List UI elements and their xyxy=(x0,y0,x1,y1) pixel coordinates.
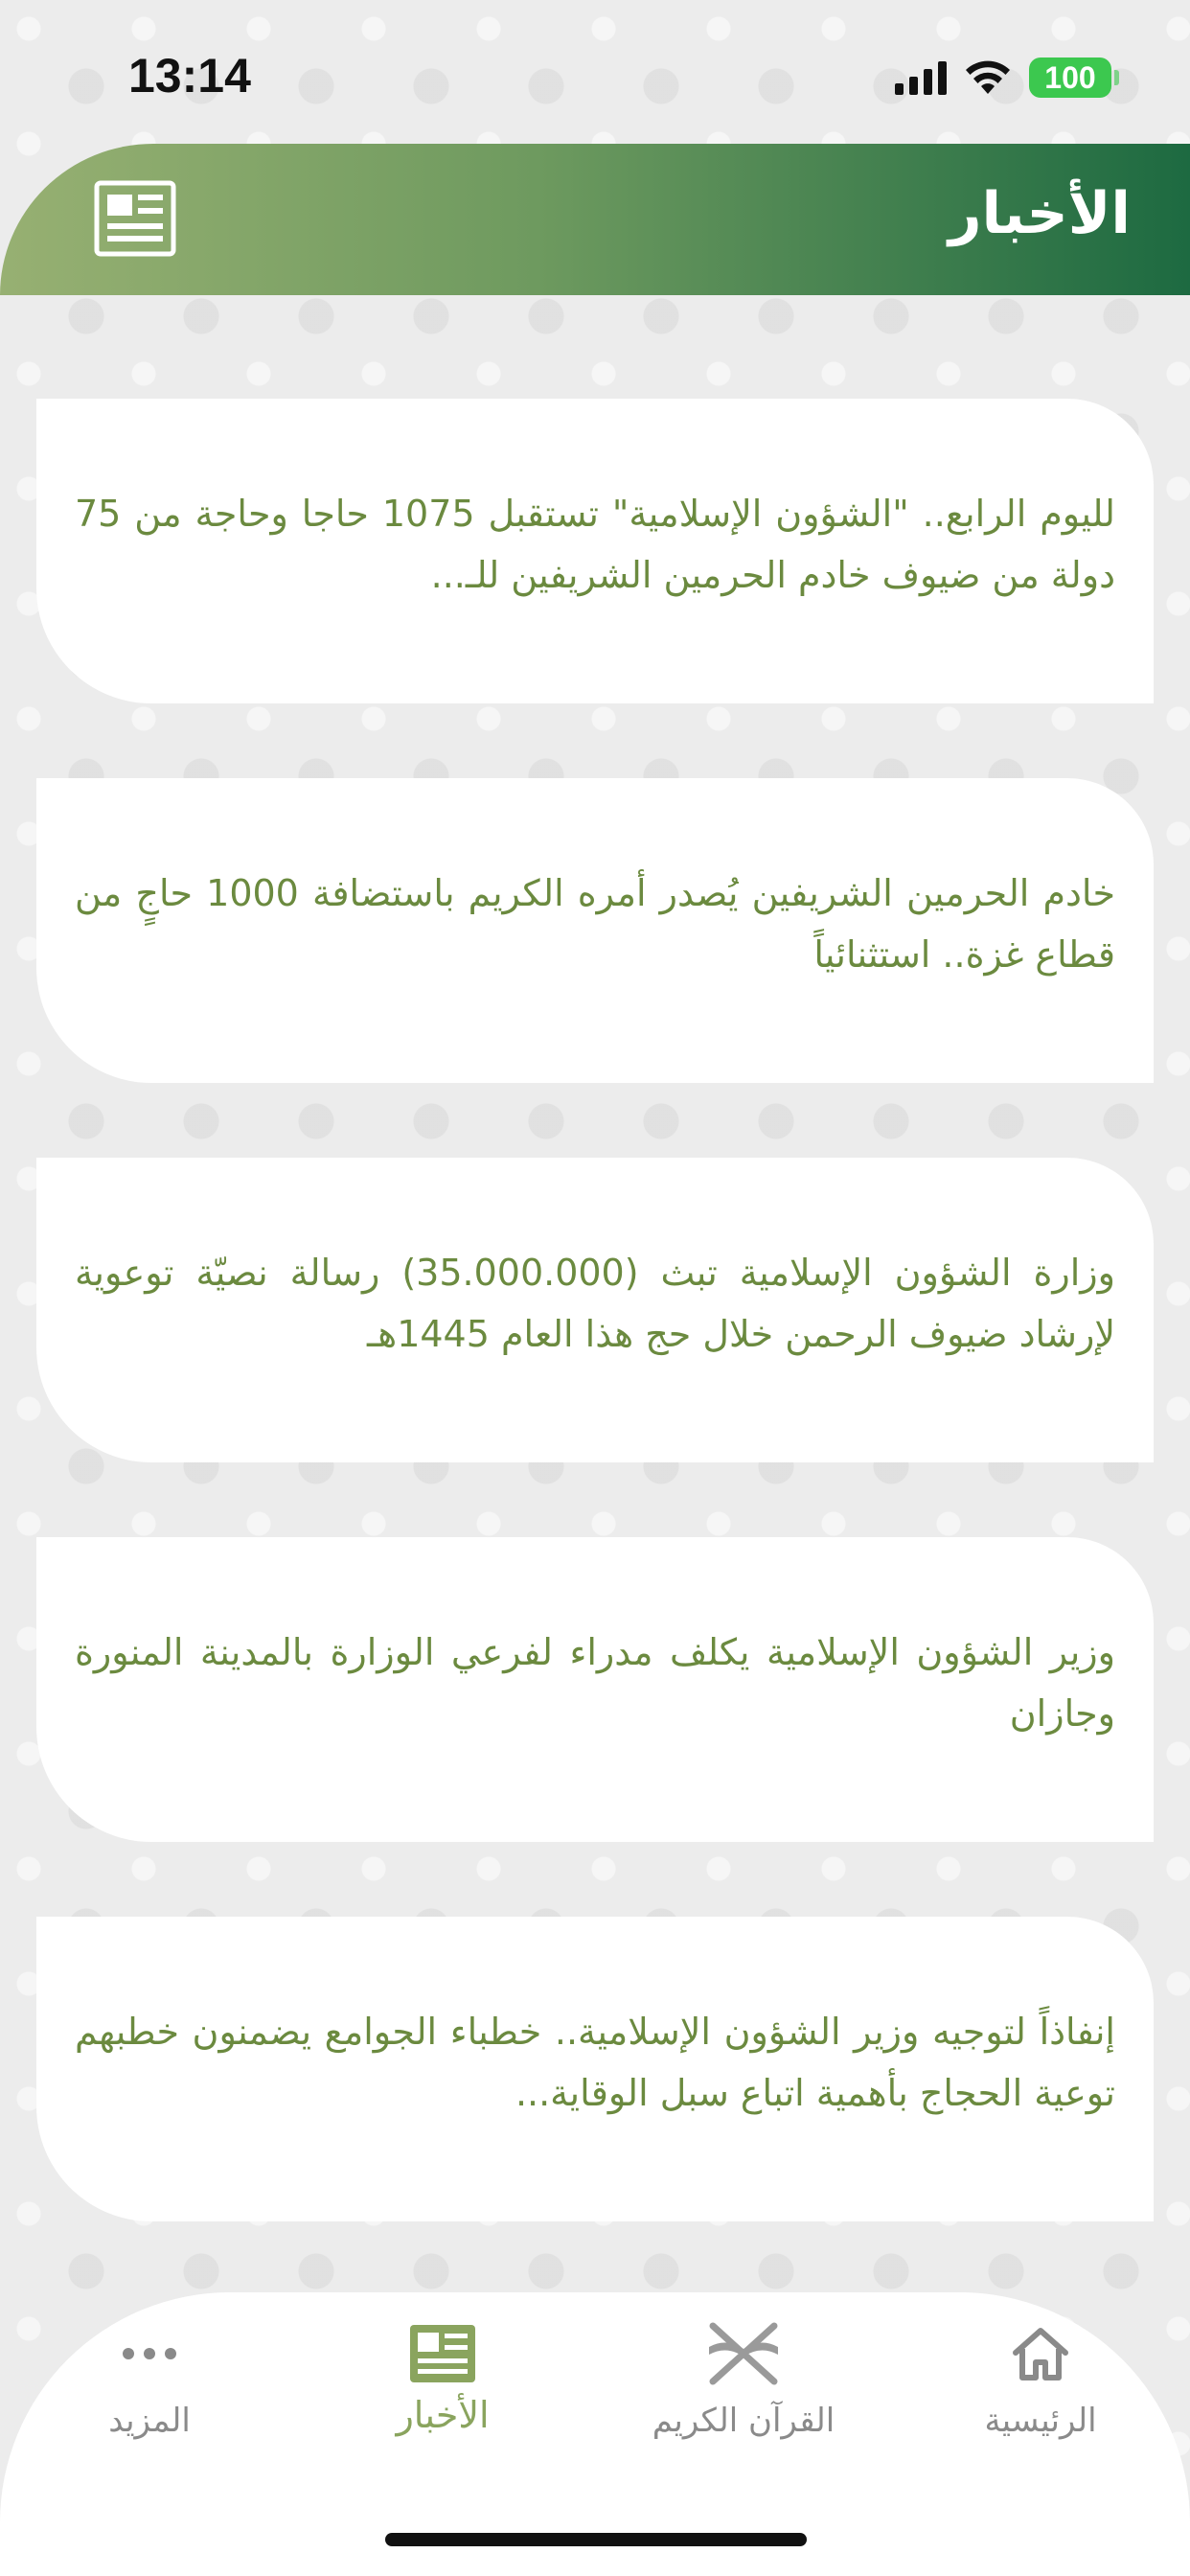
cellular-signal-icon xyxy=(895,60,947,95)
news-card[interactable] xyxy=(36,1917,1154,2221)
battery-indicator: 100 xyxy=(1029,58,1111,98)
quran-stand-icon xyxy=(703,2320,784,2387)
more-dots-icon xyxy=(121,2346,178,2361)
status-icons xyxy=(895,58,1111,98)
tab-more-label: المزيد xyxy=(108,2402,191,2440)
news-card[interactable] xyxy=(36,1537,1154,1842)
page-title: الأخبار xyxy=(948,180,1131,247)
news-card[interactable] xyxy=(36,1158,1154,1462)
tab-news[interactable] xyxy=(328,2317,558,2436)
header-bar xyxy=(0,144,1190,295)
newspaper-icon[interactable] xyxy=(94,180,176,257)
news-title: وزارة الشؤون الإسلامية تبث (35.000.000) رسالة نصيّة توعوية لإرشاد ضيوف الرحمن خلال حج هذا العام 1445هـ xyxy=(75,1252,1115,1355)
news-list xyxy=(36,399,1154,2296)
news-card[interactable] xyxy=(36,399,1154,703)
news-title: وزير الشؤون الإسلامية يكلف مدراء لفرعي الوزارة بالمدينة المنورة وجازان xyxy=(75,1631,1115,1735)
home-icon xyxy=(1011,2326,1070,2381)
tab-home[interactable] xyxy=(926,2317,1156,2440)
tab-home-label: الرئيسية xyxy=(984,2402,1097,2440)
news-title: خادم الحرمين الشريفين يُصدر أمره الكريم باستضافة 1000 حاجٍ من قطاع غزة.. استثنائياً xyxy=(75,872,1115,976)
newspaper-icon xyxy=(408,2323,477,2384)
tab-quran[interactable] xyxy=(629,2317,858,2440)
wifi-icon xyxy=(964,59,1012,96)
status-bar xyxy=(0,0,1190,144)
tab-more[interactable] xyxy=(34,2317,264,2440)
tab-news-label: الأخبار xyxy=(396,2394,490,2436)
news-title: لليوم الرابع.. "الشؤون الإسلامية" تستقبل 1075 حاجا وحاجة من 75 دولة من ضيوف خادم الحرمين الشريفين للـ... xyxy=(75,493,1115,596)
news-title: إنفاذاً لتوجيه وزير الشؤون الإسلامية.. خطباء الجوامع يضمنون خطبهم توعية الحجاج بأهمية اتباع سبل الوقاية... xyxy=(75,2011,1115,2114)
news-card[interactable] xyxy=(36,778,1154,1083)
home-indicator[interactable] xyxy=(385,2533,807,2546)
tab-quran-label: القرآن الكريم xyxy=(652,2402,835,2440)
status-time: 13:14 xyxy=(128,49,251,103)
